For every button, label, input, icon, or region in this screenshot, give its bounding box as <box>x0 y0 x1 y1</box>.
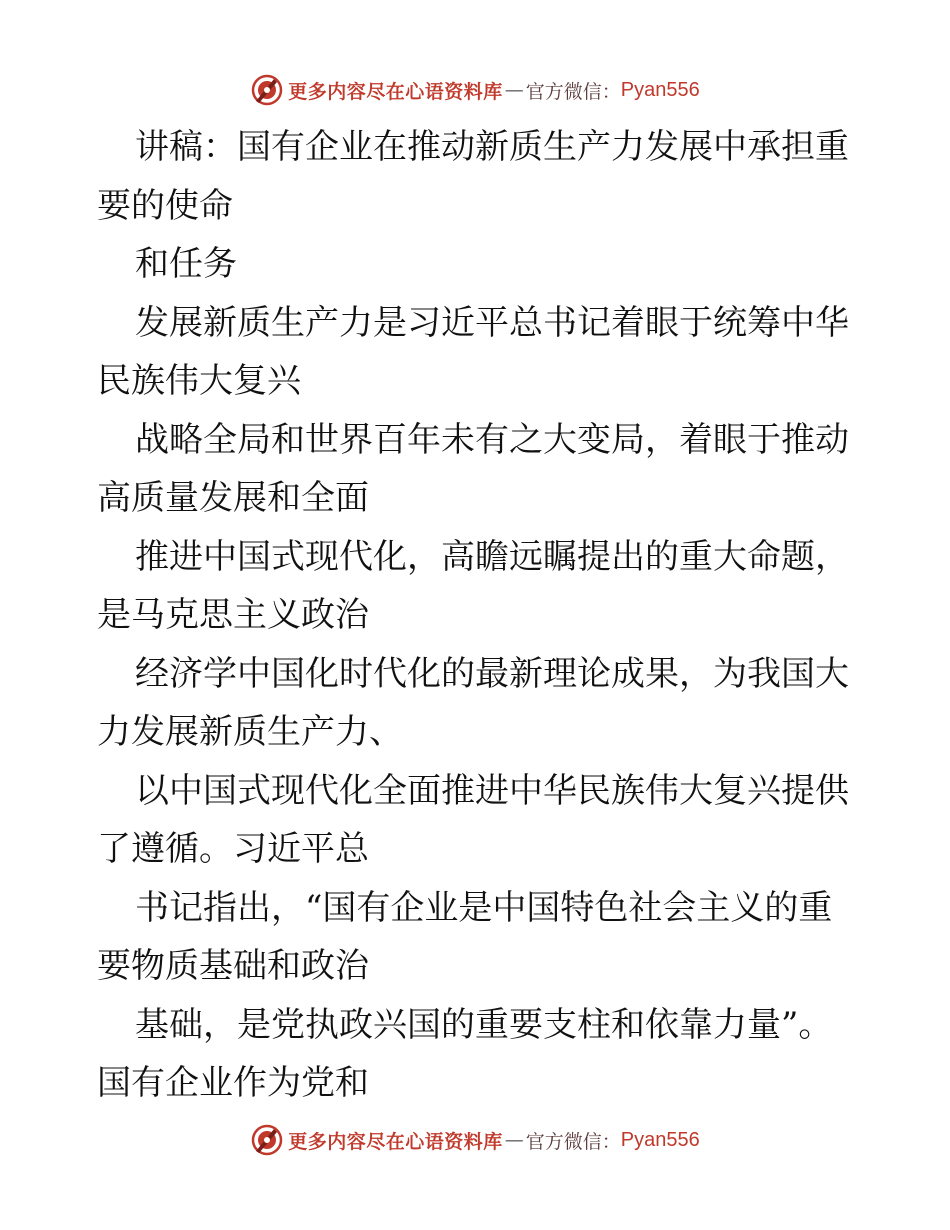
paragraph-line: 经济学中国化时代化的最新理论成果，为我国大 <box>135 653 849 694</box>
paragraph-line: 力发展新质生产力、 <box>97 712 403 752</box>
banner-brand-text: 更多内容尽在心语资料库 <box>288 1130 503 1153</box>
paragraph-line: 基础，是党执政兴国的重要支柱和依靠力量”。 <box>135 1004 833 1045</box>
banner-wechat-id: Pyan556 <box>620 1128 700 1151</box>
paragraph-line: 书记指出，“国有企业是中国特色社会主义的重 <box>135 887 833 928</box>
banner-wechat-label: 官方微信： <box>525 1130 621 1153</box>
paragraph-line: 要物质基础和政治 <box>97 946 369 986</box>
document-title-line-1: 讲稿：国有企业在推动新质生产力发展中承担重 <box>135 127 849 167</box>
banner-brand-text: 更多内容尽在心语资料库 <box>288 80 503 103</box>
banner-wechat-label: 官方微信： <box>525 80 621 103</box>
banner-separator: — <box>504 1129 524 1151</box>
paragraph-line: 是马克思主义政治 <box>97 595 369 635</box>
red-quill-seal-icon <box>250 1123 284 1157</box>
red-quill-seal-icon <box>250 73 284 107</box>
paragraph-line: 高质量发展和全面 <box>97 478 369 518</box>
paragraph-line: 民族伟大复兴 <box>97 361 301 401</box>
document-title-line-3: 和任务 <box>135 244 237 284</box>
banner-wechat-id: Pyan556 <box>620 78 700 101</box>
paragraph-line: 发展新质生产力是习近平总书记着眼于统筹中华 <box>135 302 849 343</box>
footer-banner <box>0 1120 950 1160</box>
document-title-line-2: 要的使命 <box>97 185 233 226</box>
paragraph-line: 国有企业作为党和 <box>97 1063 369 1103</box>
paragraph-line: 推进中国式现代化，高瞻远瞩提出的重大命题， <box>135 536 849 577</box>
document-body <box>97 118 857 1113</box>
header-banner <box>0 70 950 110</box>
paragraph-line: 了遵循。习近平总 <box>97 829 369 869</box>
paragraph-line: 以中国式现代化全面推进中华民族伟大复兴提供 <box>135 770 849 811</box>
paragraph-line: 战略全局和世界百年未有之大变局，着眼于推动 <box>135 419 849 460</box>
banner-separator: — <box>504 79 524 101</box>
